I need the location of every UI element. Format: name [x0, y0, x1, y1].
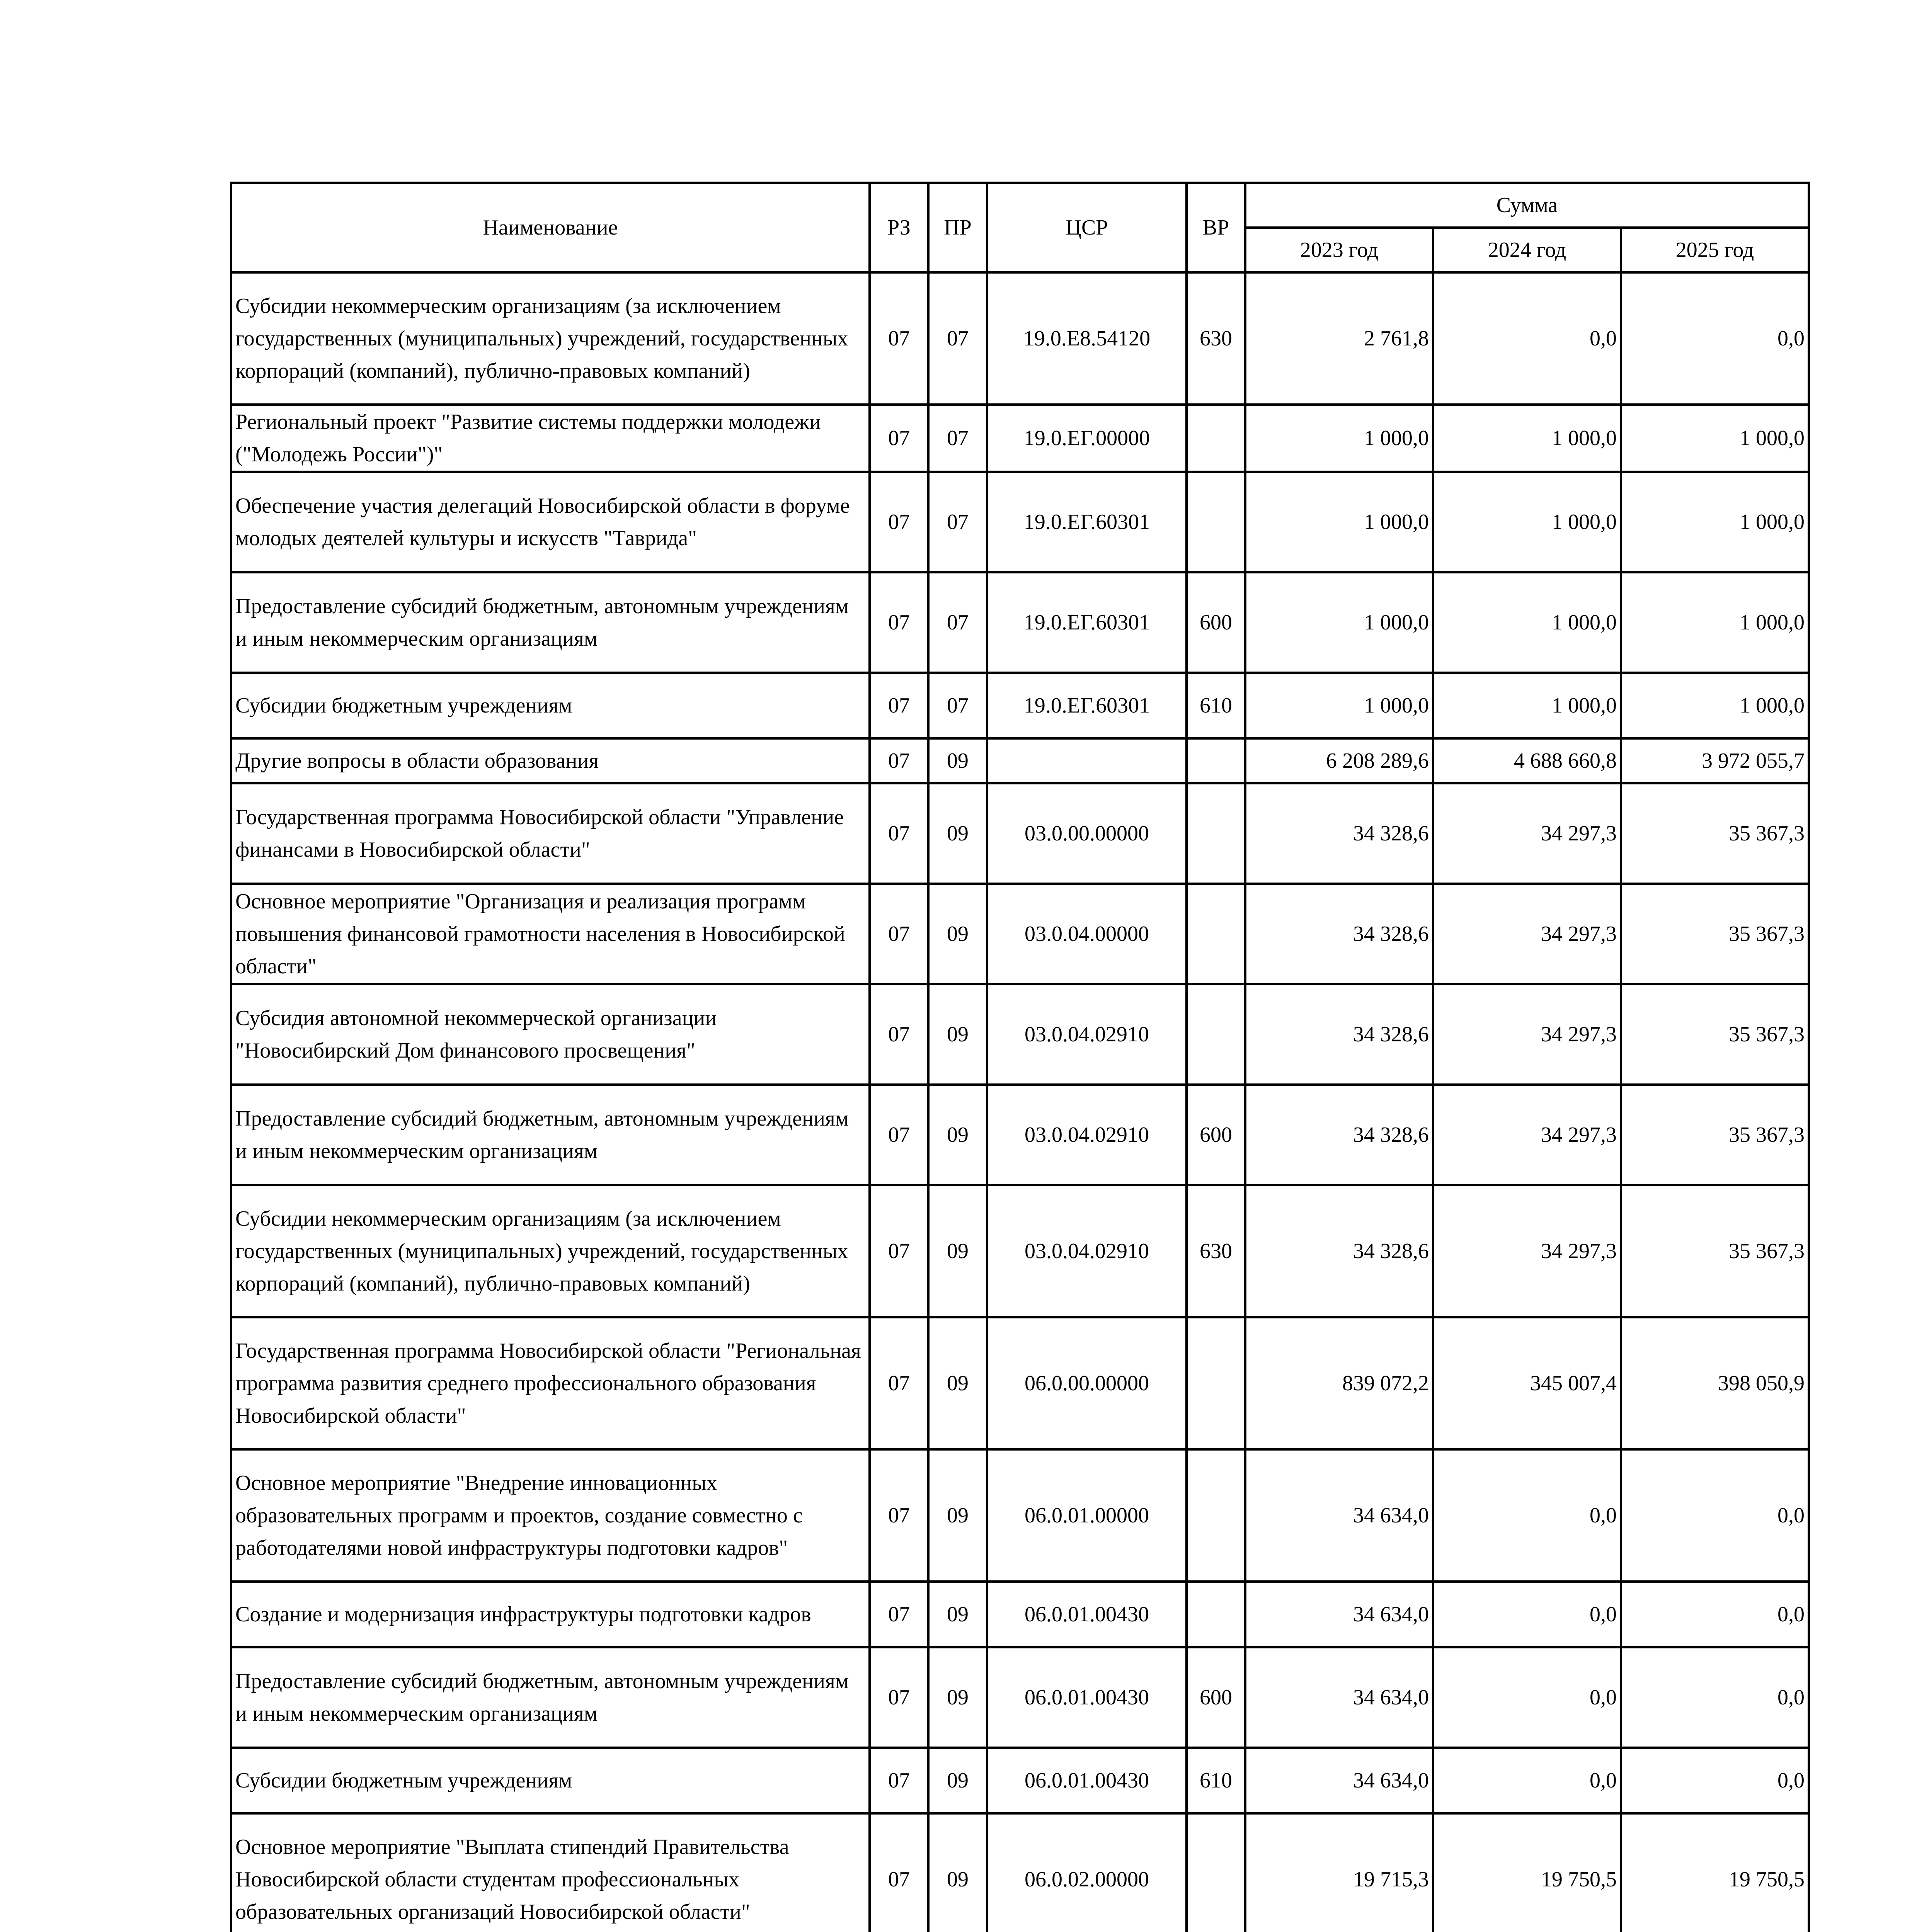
row-csr: 06.0.01.00430 — [987, 1582, 1187, 1647]
row-sum-2025: 19 750,5 — [1621, 1813, 1809, 1932]
row-rz: 07 — [870, 1317, 928, 1449]
table-row — [231, 738, 1809, 783]
row-sum-2023: 1 000,0 — [1245, 572, 1433, 673]
table-row — [231, 1085, 1809, 1185]
row-csr: 06.0.02.00000 — [987, 1813, 1187, 1932]
row-name: Другие вопросы в области образования — [231, 738, 870, 783]
row-sum-2025: 1 000,0 — [1621, 572, 1809, 673]
row-vr: 630 — [1187, 272, 1245, 405]
row-rz: 07 — [870, 884, 928, 984]
row-sum-2025: 35 367,3 — [1621, 783, 1809, 884]
table-row — [231, 472, 1809, 572]
row-sum-2025: 35 367,3 — [1621, 984, 1809, 1085]
row-name: Субсидии бюджетным учреждениям — [231, 673, 870, 738]
table-row — [231, 984, 1809, 1085]
row-csr: 19.0.ЕГ.60301 — [987, 472, 1187, 572]
row-sum-2023: 34 328,6 — [1245, 1085, 1433, 1185]
row-sum-2024: 4 688 660,8 — [1433, 738, 1621, 783]
table-row — [231, 572, 1809, 673]
table-row — [231, 1317, 1809, 1449]
row-name: Предоставление субсидий бюджетным, автономным учреждениям и иным некоммерческим организациям — [231, 1647, 870, 1748]
row-rz: 07 — [870, 572, 928, 673]
budget-table — [230, 182, 1810, 1932]
row-vr — [1187, 984, 1245, 1085]
row-csr: 19.0.ЕГ.60301 — [987, 673, 1187, 738]
row-sum-2025: 35 367,3 — [1621, 1085, 1809, 1185]
row-csr: 19.0.ЕГ.00000 — [987, 405, 1187, 472]
row-sum-2024: 1 000,0 — [1433, 673, 1621, 738]
table-row — [231, 1185, 1809, 1317]
table-row — [231, 272, 1809, 405]
row-sum-2023: 34 634,0 — [1245, 1748, 1433, 1813]
row-vr — [1187, 1582, 1245, 1647]
table-row — [231, 1813, 1809, 1932]
row-sum-2025: 3 972 055,7 — [1621, 738, 1809, 783]
row-sum-2024: 0,0 — [1433, 272, 1621, 405]
header-name: Наименование — [231, 183, 870, 272]
row-csr: 03.0.04.02910 — [987, 1185, 1187, 1317]
row-sum-2023: 839 072,2 — [1245, 1317, 1433, 1449]
row-pr: 09 — [928, 1647, 987, 1748]
table-row — [231, 1582, 1809, 1647]
row-sum-2023: 34 328,6 — [1245, 1185, 1433, 1317]
row-sum-2025: 0,0 — [1621, 1748, 1809, 1813]
header-vr: ВР — [1187, 183, 1245, 272]
row-pr: 09 — [928, 1185, 987, 1317]
row-vr — [1187, 472, 1245, 572]
table-row — [231, 1647, 1809, 1748]
row-vr: 600 — [1187, 1647, 1245, 1748]
row-pr: 09 — [928, 783, 987, 884]
table-body — [231, 272, 1809, 1932]
row-vr: 630 — [1187, 1185, 1245, 1317]
table-row — [231, 1748, 1809, 1813]
row-name: Предоставление субсидий бюджетным, автономным учреждениям и иным некоммерческим организациям — [231, 572, 870, 673]
row-sum-2025: 1 000,0 — [1621, 405, 1809, 472]
row-rz: 07 — [870, 405, 928, 472]
row-vr — [1187, 405, 1245, 472]
row-rz: 07 — [870, 783, 928, 884]
row-vr: 600 — [1187, 572, 1245, 673]
row-name: Субсидии некоммерческим организациям (за исключением государственных (муниципальных) учреждений, государственных корпораций (компаний), публично-правовых компаний) — [231, 272, 870, 405]
row-pr: 09 — [928, 1748, 987, 1813]
row-pr: 07 — [928, 572, 987, 673]
row-vr: 610 — [1187, 1748, 1245, 1813]
row-pr: 07 — [928, 673, 987, 738]
row-csr: 06.0.01.00430 — [987, 1647, 1187, 1748]
row-pr: 09 — [928, 1317, 987, 1449]
row-sum-2024: 1 000,0 — [1433, 572, 1621, 673]
row-pr: 07 — [928, 405, 987, 472]
header-sum: Сумма — [1245, 183, 1809, 228]
row-pr: 09 — [928, 1085, 987, 1185]
table-row — [231, 884, 1809, 984]
row-rz: 07 — [870, 1813, 928, 1932]
row-csr: 06.0.01.00000 — [987, 1449, 1187, 1582]
row-csr: 03.0.04.00000 — [987, 884, 1187, 984]
row-sum-2025: 0,0 — [1621, 272, 1809, 405]
table-row — [231, 405, 1809, 472]
row-rz: 07 — [870, 1449, 928, 1582]
row-sum-2024: 19 750,5 — [1433, 1813, 1621, 1932]
row-name: Субсидии бюджетным учреждениям — [231, 1748, 870, 1813]
row-sum-2024: 34 297,3 — [1433, 783, 1621, 884]
row-name: Региональный проект "Развитие системы поддержки молодежи ("Молодежь России")" — [231, 405, 870, 472]
row-csr — [987, 738, 1187, 783]
row-sum-2023: 34 328,6 — [1245, 783, 1433, 884]
table-row — [231, 673, 1809, 738]
row-sum-2023: 1 000,0 — [1245, 673, 1433, 738]
row-csr: 19.0.ЕГ.60301 — [987, 572, 1187, 673]
row-name: Предоставление субсидий бюджетным, автономным учреждениям и иным некоммерческим организациям — [231, 1085, 870, 1185]
row-sum-2024: 34 297,3 — [1433, 1185, 1621, 1317]
row-rz: 07 — [870, 1582, 928, 1647]
row-rz: 07 — [870, 738, 928, 783]
row-csr: 03.0.00.00000 — [987, 783, 1187, 884]
row-vr: 610 — [1187, 673, 1245, 738]
row-pr: 07 — [928, 472, 987, 572]
row-sum-2023: 34 634,0 — [1245, 1449, 1433, 1582]
row-sum-2024: 0,0 — [1433, 1748, 1621, 1813]
row-sum-2025: 1 000,0 — [1621, 472, 1809, 572]
row-sum-2024: 0,0 — [1433, 1582, 1621, 1647]
row-sum-2023: 34 634,0 — [1245, 1647, 1433, 1748]
row-name: Субсидии некоммерческим организациям (за исключением государственных (муниципальных) учреждений, государственных корпораций (компаний), публично-правовых компаний) — [231, 1185, 870, 1317]
row-sum-2024: 1 000,0 — [1433, 405, 1621, 472]
header-year-2024: 2024 год — [1433, 228, 1621, 272]
row-vr — [1187, 1317, 1245, 1449]
header-pr: ПР — [928, 183, 987, 272]
row-pr: 09 — [928, 884, 987, 984]
row-name: Основное мероприятие "Выплата стипендий Правительства Новосибирской области студентам профессиональных образовательных организаций Новосибирской области" — [231, 1813, 870, 1932]
row-sum-2025: 35 367,3 — [1621, 884, 1809, 984]
row-rz: 07 — [870, 472, 928, 572]
row-csr: 06.0.01.00430 — [987, 1748, 1187, 1813]
row-csr: 03.0.04.02910 — [987, 984, 1187, 1085]
row-rz: 07 — [870, 1647, 928, 1748]
row-name: Государственная программа Новосибирской области "Региональная программа развития среднего профессионального образования Новосибирской области" — [231, 1317, 870, 1449]
row-sum-2024: 34 297,3 — [1433, 1085, 1621, 1185]
row-sum-2024: 34 297,3 — [1433, 984, 1621, 1085]
row-pr: 09 — [928, 984, 987, 1085]
row-sum-2024: 0,0 — [1433, 1449, 1621, 1582]
row-vr — [1187, 1449, 1245, 1582]
row-sum-2025: 398 050,9 — [1621, 1317, 1809, 1449]
row-rz: 07 — [870, 1185, 928, 1317]
row-csr: 03.0.04.02910 — [987, 1085, 1187, 1185]
table-header — [231, 183, 1809, 272]
header-year-2023: 2023 год — [1245, 228, 1433, 272]
table-row — [231, 783, 1809, 884]
row-name: Обеспечение участия делегаций Новосибирской области в форуме молодых деятелей культуры и искусств "Таврида" — [231, 472, 870, 572]
row-sum-2023: 6 208 289,6 — [1245, 738, 1433, 783]
row-rz: 07 — [870, 673, 928, 738]
row-name: Субсидия автономной некоммерческой организации "Новосибирский Дом финансового просвещения" — [231, 984, 870, 1085]
row-name: Основное мероприятие "Внедрение инновационных образовательных программ и проектов, создание совместно с работодателями новой инфраструктуры подготовки кадров" — [231, 1449, 870, 1582]
row-name: Государственная программа Новосибирской области "Управление финансами в Новосибирской области" — [231, 783, 870, 884]
table-row — [231, 1449, 1809, 1582]
row-csr: 06.0.00.00000 — [987, 1317, 1187, 1449]
header-rz: РЗ — [870, 183, 928, 272]
row-pr: 09 — [928, 1813, 987, 1932]
row-vr: 600 — [1187, 1085, 1245, 1185]
row-sum-2025: 35 367,3 — [1621, 1185, 1809, 1317]
row-pr: 07 — [928, 272, 987, 405]
row-sum-2025: 0,0 — [1621, 1582, 1809, 1647]
row-rz: 07 — [870, 984, 928, 1085]
row-pr: 09 — [928, 1582, 987, 1647]
row-sum-2024: 0,0 — [1433, 1647, 1621, 1748]
row-csr: 19.0.Е8.54120 — [987, 272, 1187, 405]
header-csr: ЦСР — [987, 183, 1187, 272]
header-year-2025: 2025 год — [1621, 228, 1809, 272]
row-sum-2023: 34 328,6 — [1245, 884, 1433, 984]
row-vr — [1187, 884, 1245, 984]
row-pr: 09 — [928, 1449, 987, 1582]
row-name: Основное мероприятие "Организация и реализация программ повышения финансовой грамотности населения в Новосибирской области" — [231, 884, 870, 984]
row-vr — [1187, 783, 1245, 884]
row-vr — [1187, 738, 1245, 783]
row-sum-2024: 1 000,0 — [1433, 472, 1621, 572]
row-vr — [1187, 1813, 1245, 1932]
row-pr: 09 — [928, 738, 987, 783]
row-sum-2025: 0,0 — [1621, 1647, 1809, 1748]
row-sum-2025: 1 000,0 — [1621, 673, 1809, 738]
row-rz: 07 — [870, 272, 928, 405]
row-sum-2023: 34 634,0 — [1245, 1582, 1433, 1647]
row-sum-2023: 1 000,0 — [1245, 405, 1433, 472]
row-name: Создание и модернизация инфраструктуры подготовки кадров — [231, 1582, 870, 1647]
row-sum-2023: 2 761,8 — [1245, 272, 1433, 405]
row-sum-2024: 34 297,3 — [1433, 884, 1621, 984]
row-sum-2024: 345 007,4 — [1433, 1317, 1621, 1449]
row-rz: 07 — [870, 1748, 928, 1813]
row-sum-2023: 1 000,0 — [1245, 472, 1433, 572]
row-sum-2023: 34 328,6 — [1245, 984, 1433, 1085]
row-sum-2025: 0,0 — [1621, 1449, 1809, 1582]
row-rz: 07 — [870, 1085, 928, 1185]
row-sum-2023: 19 715,3 — [1245, 1813, 1433, 1932]
